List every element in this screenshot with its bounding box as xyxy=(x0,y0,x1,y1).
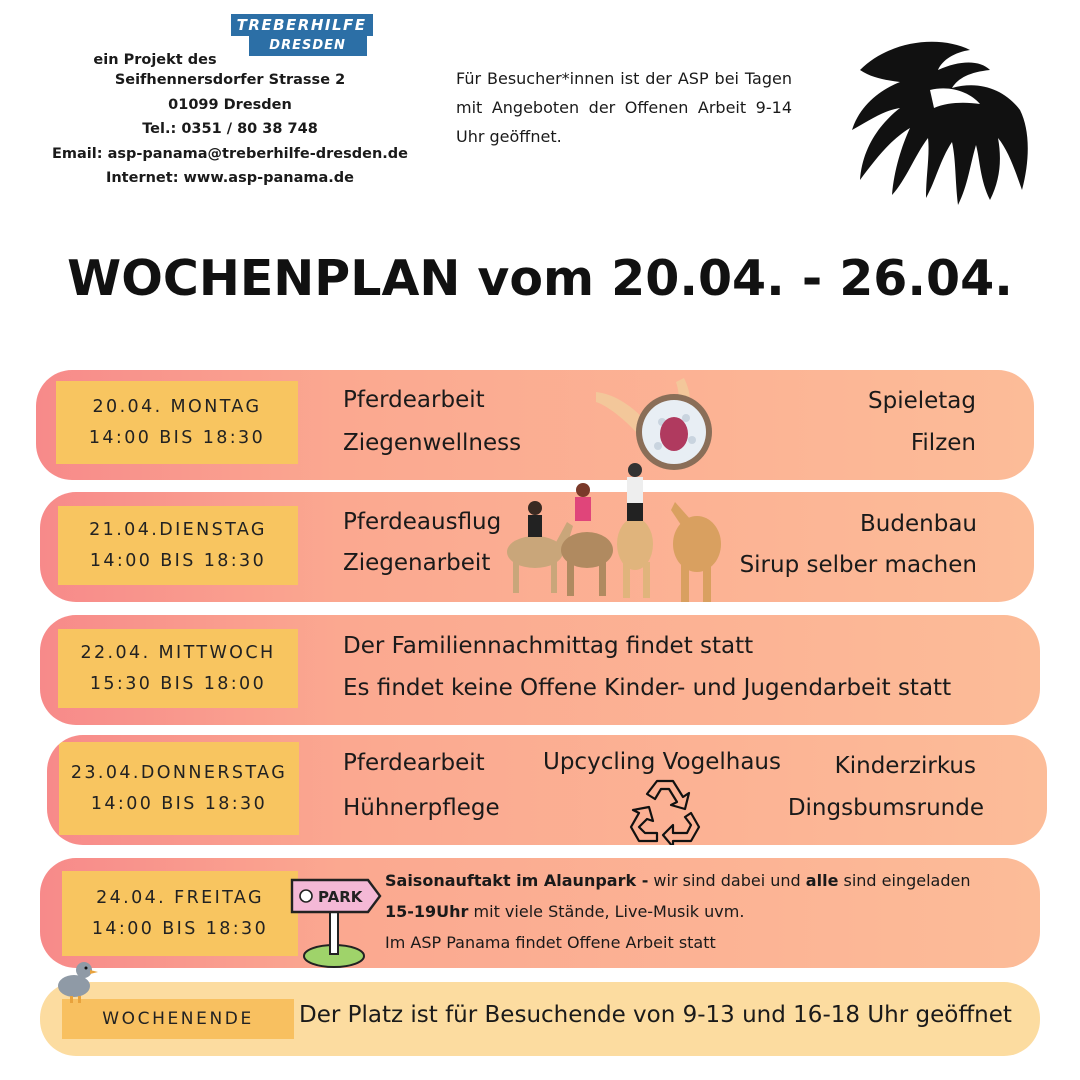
day-time: 14:00 BIS 18:30 xyxy=(89,550,267,571)
activity: Upcycling Vogelhaus xyxy=(543,749,781,775)
day-date: 21.04.DIENSTAG xyxy=(89,519,267,540)
page-title: WOCHENPLAN vom 20.04. - 26.04. xyxy=(67,250,1013,307)
event-text: wir sind dabei und xyxy=(648,871,806,890)
activity: Spieletag xyxy=(868,388,976,414)
activity: Sirup selber machen xyxy=(739,552,977,578)
duck-illustration xyxy=(52,958,100,1004)
event-emphasis: alle xyxy=(805,871,839,890)
recycling-icon xyxy=(627,775,703,845)
day-date: 20.04. MONTAG xyxy=(92,396,262,417)
park-sign-icon xyxy=(288,866,384,970)
day-row-wednesday xyxy=(40,615,1040,725)
event-text: mit viele Stände, Live-Musik uvm. xyxy=(468,902,745,921)
event-name: Saisonauftakt im Alaunpark - xyxy=(385,871,649,890)
activity: Pferdeausflug xyxy=(343,509,502,535)
day-time: 14:00 BIS 18:30 xyxy=(90,793,268,814)
activity: Ziegenwellness xyxy=(343,430,522,456)
friday-line-2 xyxy=(385,897,744,927)
weekend-label-box xyxy=(62,999,294,1039)
logo-line-1: TREBERHILFE xyxy=(231,14,373,36)
friday-line-3: Im ASP Panama findet Offene Arbeit statt xyxy=(385,933,716,952)
treberhilfe-logo xyxy=(231,14,367,73)
event-text: sind eingeladen xyxy=(838,871,971,890)
event-time: 15-19Uhr xyxy=(385,902,469,921)
activity: Pferdearbeit xyxy=(343,387,485,413)
website-address: Internet: www.asp-panama.de xyxy=(105,170,355,186)
activity: Filzen xyxy=(910,430,976,456)
organization-info xyxy=(40,16,420,191)
date-box xyxy=(62,871,298,956)
felting-illustration xyxy=(596,374,716,474)
weekend-row xyxy=(40,982,1040,1056)
activity: Ziegenarbeit xyxy=(343,550,491,576)
day-row-friday xyxy=(40,858,1040,968)
logo-line-2: DRESDEN e.V. xyxy=(249,36,367,56)
phone-number: Tel.: 0351 / 80 38 748 xyxy=(142,121,318,137)
info-line: Der Familiennachmittag findet statt xyxy=(343,633,754,659)
project-prefix: ein Projekt des xyxy=(93,51,217,68)
weekend-text: Der Platz ist für Besuchende von 9-13 und 16-18 Uhr geöffnet xyxy=(299,1002,1012,1028)
activity: Budenbau xyxy=(860,511,977,537)
project-line xyxy=(40,16,420,73)
date-box xyxy=(56,381,298,464)
day-date: 23.04.DONNERSTAG xyxy=(70,762,288,783)
horses-illustration xyxy=(495,462,735,607)
city-address: 01099 Dresden xyxy=(168,96,292,113)
visitor-note: Für Besucher*innen ist der ASP bei Tagen mit Angeboten der Offenen Arbeit 9-14 Uhr geöffnet. xyxy=(456,69,792,146)
date-box xyxy=(58,629,298,708)
date-box xyxy=(58,506,298,585)
activity: Kinderzirkus xyxy=(834,753,976,779)
activity: Dingsbumsrunde xyxy=(787,795,984,821)
panama-horse-logo xyxy=(830,30,1040,225)
day-time: 14:00 BIS 18:30 xyxy=(88,427,266,448)
street-address: Seifhennersdorfer Strasse 2 xyxy=(114,72,346,88)
info-line: Es findet keine Offene Kinder- und Jugendarbeit statt xyxy=(343,675,952,701)
weekend-label: WOCHENENDE xyxy=(102,1008,254,1029)
email-address: Email: asp-panama@treberhilfe-dresden.de xyxy=(51,145,409,162)
activity: Hühnerpflege xyxy=(343,795,500,821)
day-time: 14:00 BIS 18:30 xyxy=(91,918,269,939)
activity: Pferdearbeit xyxy=(343,750,485,776)
day-date: 22.04. MITTWOCH xyxy=(80,642,276,663)
day-row-thursday xyxy=(47,735,1047,845)
park-sign-text: PARK xyxy=(318,888,363,906)
day-time: 15:30 BIS 18:00 xyxy=(89,673,267,694)
date-box xyxy=(59,742,299,835)
friday-line-1 xyxy=(385,866,971,896)
day-date: 24.04. FREITAG xyxy=(96,887,264,908)
